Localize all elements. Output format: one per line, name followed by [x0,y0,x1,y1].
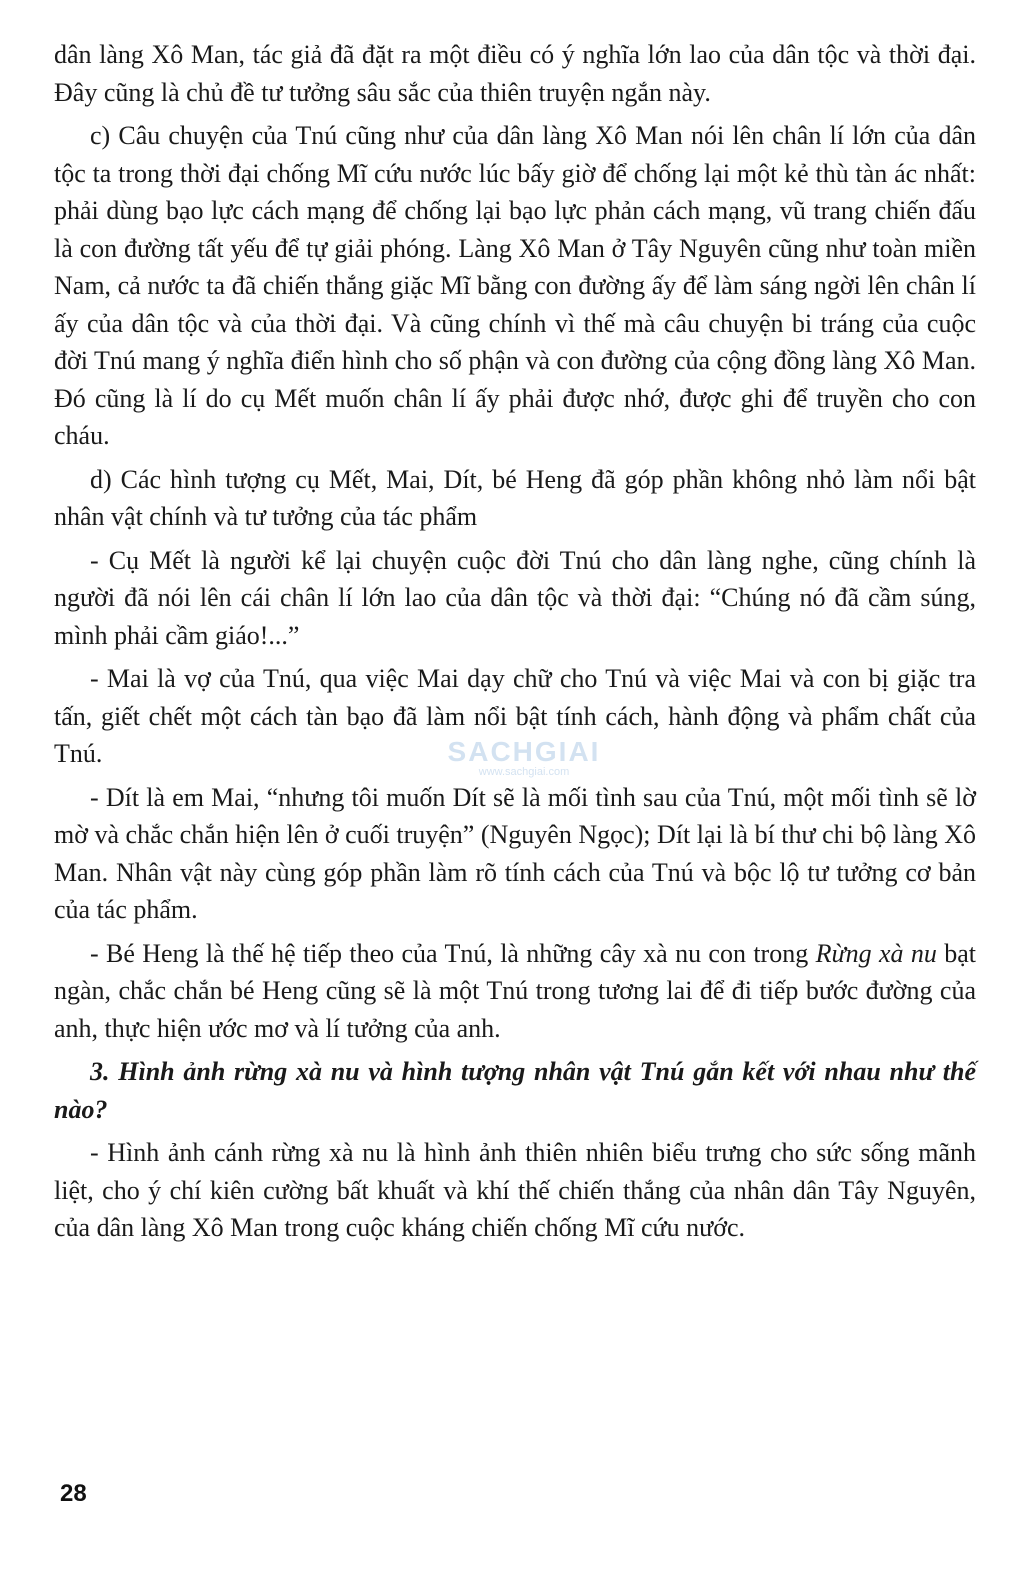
question-number: 3. [90,1057,110,1086]
paragraph-be-heng [54,935,976,1048]
page-number: 28 [60,1480,87,1507]
paragraph-rung-xa-nu: - Hình ảnh cánh rừng xà nu là hình ảnh thiên nhiên biểu trưng cho sức sống mãnh liệt, cho ý chí kiên cường bất khuất và khí thế chiến thắng của nhân dân Tây Nguyên, của dân làng Xô Man trong cuộc kháng chiến chống Mĩ cứu nước. [54,1138,976,1242]
watermark-logo-text: SACHGIAI [447,736,601,767]
question-text: Hình ảnh rừng xà nu và hình tượng nhân vật Tnú gắn kết với nhau như thế nào? [54,1057,976,1124]
paragraph-mai: - Mai là vợ của Tnú, qua việc Mai dạy chữ cho Tnú và việc Mai và con bị giặc tra tấn, giết chết một cách tàn bạo đã làm nổi bật tính cách, hành động và phẩm chất của Tnú. [54,664,976,768]
watermark-url: www.sachgiai.com [478,766,570,778]
paragraph-c: c) Câu chuyện của Tnú cũng như của dân làng Xô Man nói lên chân lí lớn của dân tộc ta trong thời đại chống Mĩ cứu nước lúc bấy giờ để chống lại một kẻ thù tàn ác nhất: phải dùng bạo lực cách mạng để chống lại bạo lực phản cách mạng, vũ trang chiến đấu là con đường tất yếu để tự giải phóng. Làng Xô Man ở Tây Nguyên cũng như toàn miền Nam, cả nước ta đã chiến thắng giặc Mĩ bằng con đường ấy để làm sáng ngời lên chân lí ấy của dân tộc và của thời đại. Và cũng chính vì thế mà câu chuyện bi tráng của cuộc đời Tnú mang ý nghĩa điển hình cho số phận và con đường của cộng đồng làng Xô Man. Đó cũng là lí do cụ Mết muốn chân lí ấy phải được nhớ, được ghi để truyền cho con cháu. [54,121,976,450]
be-heng-text-after: bạt ngàn, chắc chắn bé Heng cũng sẽ là một Tnú trong tương lai để đi tiếp bước đường của anh, thực hiện ước mơ và lí tưởng của anh. [54,938,976,1043]
page-body [54,36,976,1253]
be-heng-text-before: - Bé Heng là thế hệ tiếp theo của Tnú, là những cây xà nu con trong [90,938,816,968]
book-title-rung-xa-nu: Rừng xà nu [815,938,937,968]
paragraph-dit: - Dít là em Mai, “nhưng tôi muốn Dít sẽ là mối tình sau của Tnú, một mối tình sẽ lờ mờ và chắc chắn hiện lên ở cuối truyện” (Nguyên Ngọc); Dít lại là bí thư chi bộ làng Xô Man. Nhân vật này cùng góp phần làm rõ tính cách của Tnú và bộc lộ tư tưởng cơ bản của tác phẩm. [54,782,976,924]
paragraph-d: d) Các hình tượng cụ Mết, Mai, Dít, bé Heng đã góp phần không nhỏ làm nổi bật nhân vật chính và tư tưởng của tác phẩm [54,464,976,531]
question-3-heading [54,1053,976,1128]
paragraph-intro-continuation: dân làng Xô Man, tác giả đã đặt ra một điều có ý nghĩa lớn lao của dân tộc và thời đại. Đây cũng là chủ đề tư tưởng sâu sắc của thiên truyện ngắn này. [54,40,976,107]
paragraph-cu-met: - Cụ Mết là người kể lại chuyện cuộc đời Tnú cho dân làng nghe, cũng chính là người đã nói lên cái chân lí lớn lao của dân tộc và thời đại: “Chúng nó đã cầm súng, mình phải cầm giáo!...” [54,545,976,650]
